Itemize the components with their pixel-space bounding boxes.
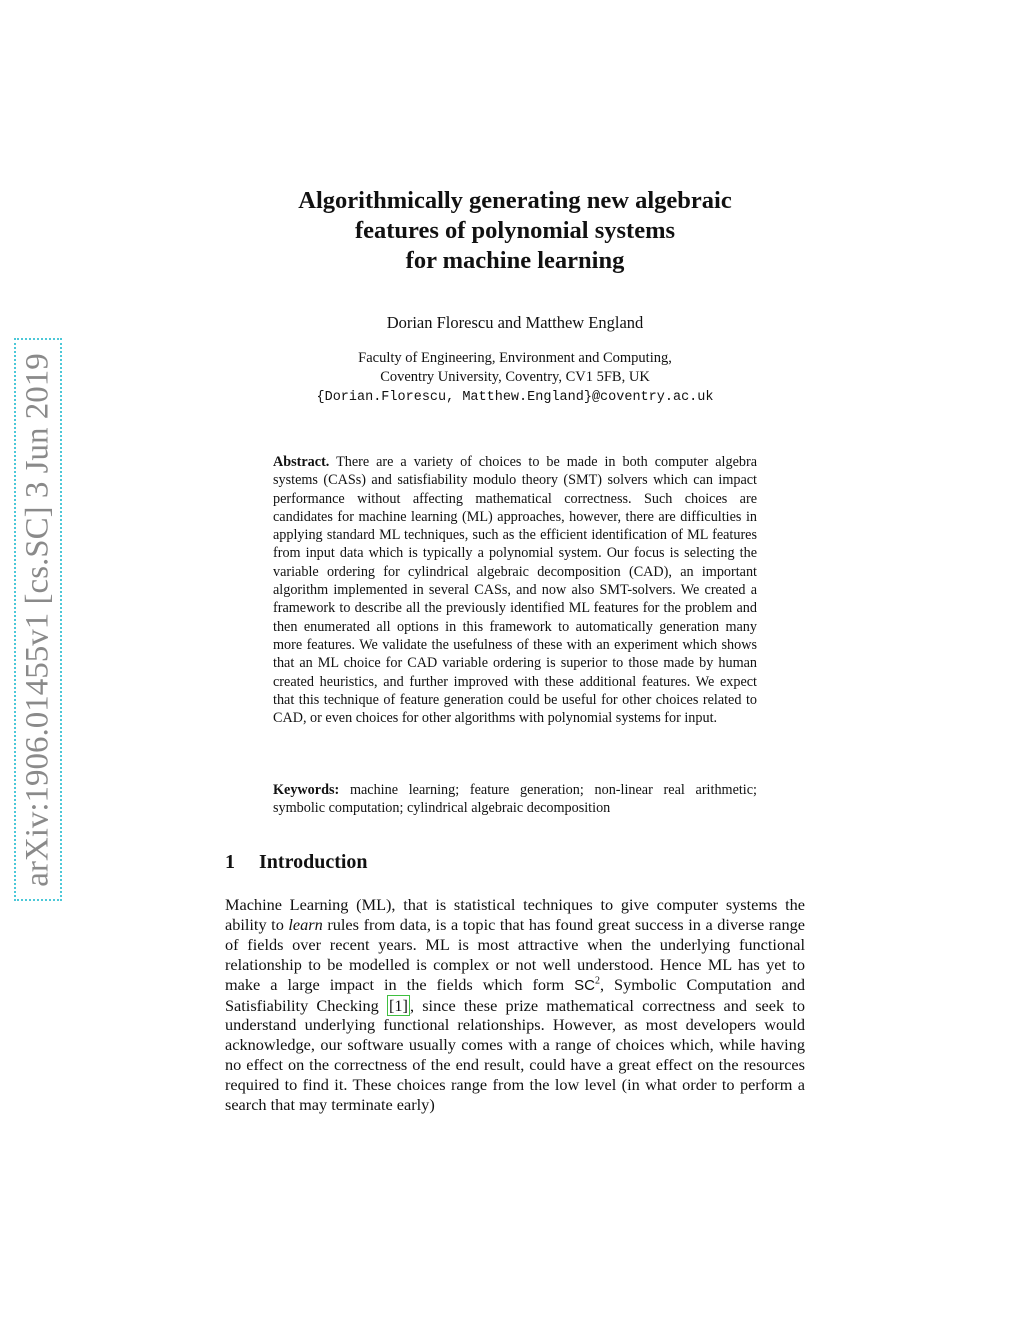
intro-emphasis: learn bbox=[288, 914, 323, 934]
email-line bbox=[225, 387, 805, 407]
abstract bbox=[273, 453, 757, 727]
email-names: {Dorian.Florescu, Matthew.England} bbox=[316, 390, 592, 405]
intro-text: , since these prize mathematical correctness and seek to understand underlying functional relationships. However, as most developers would acknowledge, our software usually comes with a range of choices which, while having no effect on the correctness of the end result, could have a great effect on the resources required to find it. These choices range from the low level (in what order to perform a search that may terminate early) bbox=[225, 995, 805, 1115]
affiliation-line: Faculty of Engineering, Environment and Computing, bbox=[358, 350, 672, 366]
section-title: Introduction bbox=[259, 851, 368, 873]
keywords bbox=[273, 781, 757, 818]
citation-link[interactable]: [1] bbox=[388, 995, 408, 1015]
intro-paragraph bbox=[225, 895, 805, 1115]
abstract-text: There are a variety of choices to be made in both computer algebra systems (CASs) and satisfiability modulo theory (SMT) solvers which can impact performance without affecting mathematical correctness. Such choices are candidates for machine learning (ML) approaches, however, there are difficulties in applying standard ML techniques, such as the efficient identification of ML features from input data which is typically a polynomial system. Our focus is selecting the variable ordering for cylindrical algebraic decomposition (CAD), an important algorithm implemented in several CASs, and now also SMT-solvers. We created a framework to describe all the previously identified ML features for the problem and then enumerated all options in this framework to automatically generation many more features. We validate the usefulness of these with an experiment which shows that an ML choice for CAD variable ordering is superior to those made by human created heuristics, and further improved with these additional features. We expect that this technique of feature generation could be useful for other choices related to CAD, or even choices for other algorithms with polynomial systems for input. bbox=[273, 454, 757, 727]
affiliation bbox=[225, 349, 805, 407]
title-line: features of polynomial systems bbox=[354, 217, 676, 244]
sc2-term: SC bbox=[574, 976, 595, 994]
abstract-label: Abstract. bbox=[273, 454, 330, 470]
sc2-superscript: 2 bbox=[594, 975, 600, 987]
section-heading bbox=[225, 851, 368, 874]
authors: Dorian Florescu and Matthew England bbox=[386, 313, 644, 332]
section-number: 1 bbox=[225, 851, 235, 873]
intro-text: , Symbolic Computation and Satisfiability Checking bbox=[225, 974, 805, 1015]
affiliation-line: Coventry University, Coventry, CV1 5FB, UK bbox=[380, 369, 650, 385]
arxiv-stamp bbox=[14, 338, 62, 901]
arxiv-identifier: arXiv:1906.01455v1 [cs.SC] 3 Jun 2019 bbox=[19, 352, 56, 887]
title-line: for machine learning bbox=[405, 247, 625, 274]
intro-text: rules from data, is a topic that has found great success in a diverse range of fields over recent years. ML is most attractive when the underlying functional relationship to be modelled is complex or not well understood. Hence ML has yet to make a large impact in the fields which form bbox=[225, 914, 805, 994]
keywords-text: machine learning; feature generation; non-linear real arithmetic; symbolic computation; cylindrical algebraic decomposition bbox=[273, 782, 757, 817]
paper-title bbox=[225, 186, 805, 276]
title-line: Algorithmically generating new algebraic bbox=[298, 187, 732, 214]
email-domain: @coventry.ac.uk bbox=[591, 390, 714, 405]
intro-text: Machine Learning (ML), that is statistical techniques to give computer systems the ability to bbox=[225, 895, 805, 934]
keywords-label: Keywords: bbox=[273, 782, 340, 798]
